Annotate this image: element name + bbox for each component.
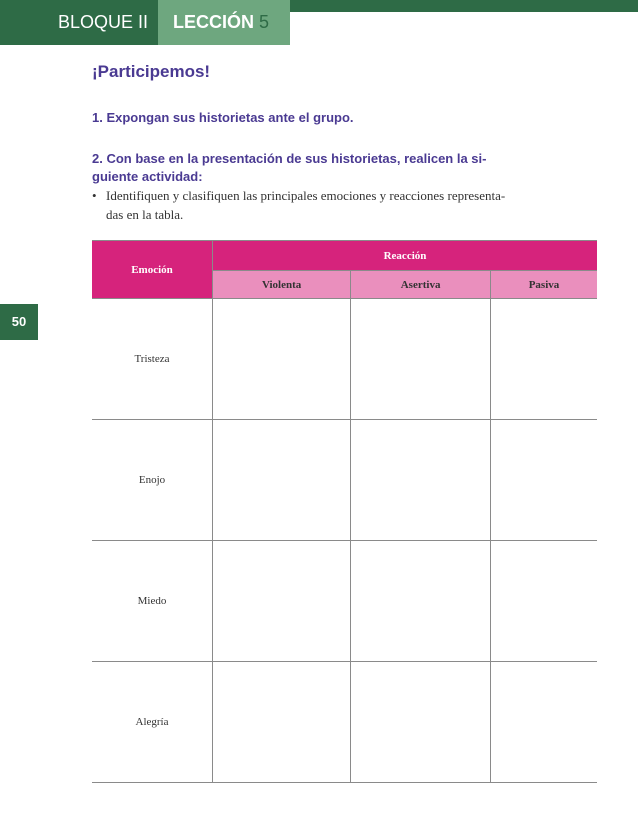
header-pasiva: Pasiva bbox=[490, 271, 597, 299]
cell-pasiva[interactable] bbox=[490, 541, 597, 662]
cell-pasiva[interactable] bbox=[490, 299, 597, 420]
section-title: ¡Participemos! bbox=[92, 62, 211, 81]
header-emocion: Emoción bbox=[92, 241, 213, 299]
emotion-enojo: Enojo bbox=[92, 420, 213, 541]
table-row bbox=[92, 299, 597, 420]
cell-asertiva[interactable] bbox=[351, 541, 491, 662]
page-number: 50 bbox=[0, 304, 38, 340]
table-row bbox=[92, 541, 597, 662]
instruction-2: 2. Con base en la presentación de sus historietas, realicen la si- guiente actividad: bbox=[92, 151, 487, 184]
emotion-alegria: Alegría bbox=[92, 662, 213, 783]
bloque-label: BLOQUE II bbox=[57, 12, 148, 32]
header-reaccion: Reacción bbox=[213, 241, 598, 271]
bullet-dot-icon: • bbox=[92, 188, 97, 203]
leccion-number: 5 bbox=[259, 12, 270, 32]
cell-asertiva[interactable] bbox=[351, 299, 491, 420]
cell-asertiva[interactable] bbox=[351, 662, 491, 783]
emotion-miedo: Miedo bbox=[92, 541, 213, 662]
bullet-text: Identifiquen y clasifiquen las principales emociones y reacciones representa- das en la tabla. bbox=[106, 188, 506, 222]
cell-pasiva[interactable] bbox=[490, 420, 597, 541]
header-violenta: Violenta bbox=[213, 271, 351, 299]
leccion-label: LECCIÓN bbox=[173, 12, 254, 32]
cell-violenta[interactable] bbox=[213, 541, 351, 662]
emotions-table bbox=[92, 240, 597, 783]
cell-pasiva[interactable] bbox=[490, 662, 597, 783]
table-row bbox=[92, 420, 597, 541]
leccion-tab bbox=[158, 0, 290, 45]
instruction-bullet bbox=[92, 186, 512, 224]
cell-violenta[interactable] bbox=[213, 420, 351, 541]
table-row bbox=[92, 662, 597, 783]
header-asertiva: Asertiva bbox=[351, 271, 491, 299]
cell-violenta[interactable] bbox=[213, 662, 351, 783]
bloque-tab bbox=[0, 0, 158, 45]
instruction-1: 1. Expongan sus historietas ante el grupo. bbox=[92, 110, 354, 125]
cell-asertiva[interactable] bbox=[351, 420, 491, 541]
cell-violenta[interactable] bbox=[213, 299, 351, 420]
emotion-tristeza: Tristeza bbox=[92, 299, 213, 420]
